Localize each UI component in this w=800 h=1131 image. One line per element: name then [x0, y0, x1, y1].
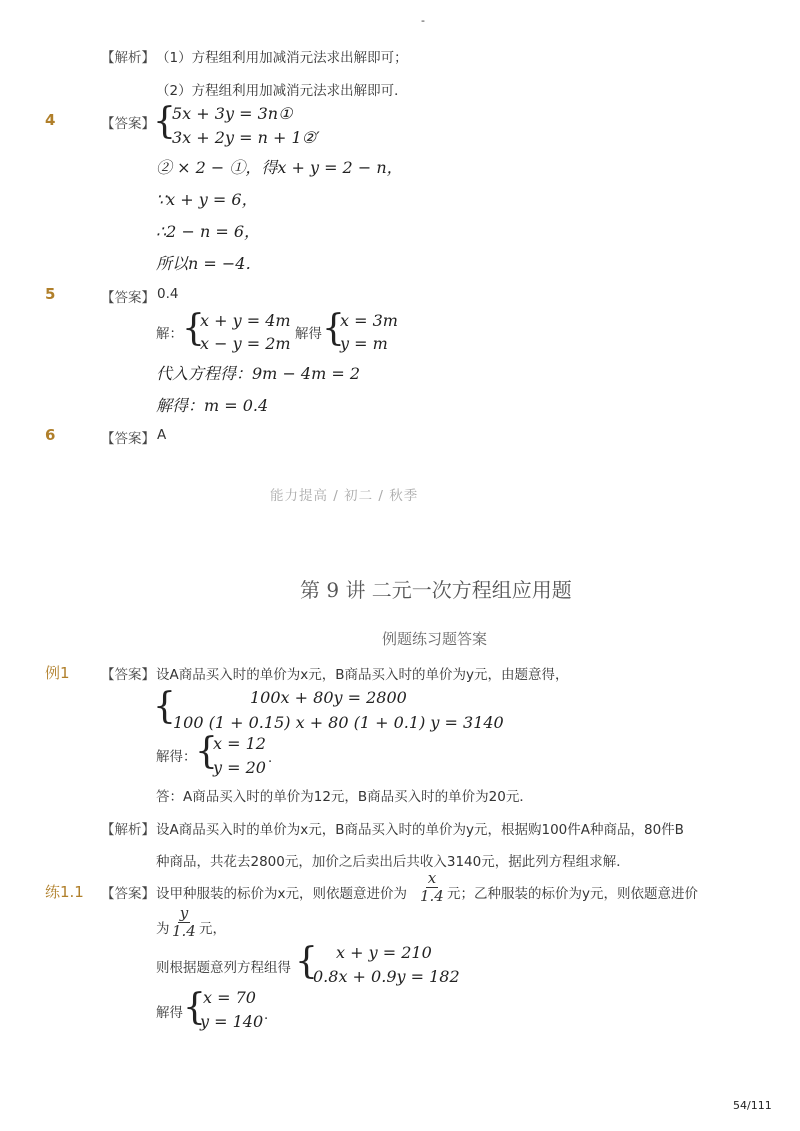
example-number-1: 例1: [45, 664, 70, 682]
analysis-line-1: （1）方程组利用加减消元法求出解即可；: [156, 50, 408, 66]
analysis-label-ex1: 【解析】: [101, 822, 155, 838]
p11-line-2b: 元，: [199, 921, 226, 937]
ex1-period: ．: [268, 750, 282, 766]
p11-fraction-1: $\frac{x}{1.4}$: [420, 869, 444, 905]
q4-equation-2: 3x + 2y = n + 1②′: [172, 128, 320, 147]
q5-system2-eq1: x = 3m: [340, 311, 398, 330]
system-brace: {: [153, 686, 176, 727]
p11-equation-2: 0.8x + 0.9y = 182: [313, 967, 460, 986]
q4-step-3: ∴2 − n = 6，: [156, 222, 261, 241]
p11-fraction-2: $\frac{y}{1.4}$: [172, 904, 196, 940]
ex1-equation-1: 100x + 80y = 2800: [250, 688, 407, 707]
answer-label-6: 【答案】: [101, 431, 155, 447]
p11-equation-1: x + y = 210: [336, 943, 432, 962]
ex1-solution-1: x = 12: [213, 734, 266, 753]
running-footer: 能力提高 / 初二 / 秋季: [270, 488, 419, 504]
analysis-label: 【解析】: [101, 50, 155, 66]
ex1-equation-2: 100 (1 + 0.15) x + 80 (1 + 0.1) y = 3140: [173, 713, 504, 732]
p11-solved-label: 解得: [156, 1005, 183, 1021]
system-brace: {: [183, 987, 206, 1028]
q4-step-1: ② × 2 − ①，得x + y = 2 − n，: [156, 158, 403, 177]
question-number-4: 4: [45, 111, 56, 129]
analysis-line-2: （2）方程组利用加减消元法求出解即可．: [156, 83, 408, 99]
q5-answer: 0.4: [157, 286, 179, 302]
q5-line-3: 解得：m = 0.4: [156, 396, 269, 415]
p11-line-3: 则根据题意列方程组得: [156, 960, 291, 976]
q5-system2-eq2: y = m: [340, 334, 388, 353]
system-brace: {: [195, 731, 218, 772]
q4-step-4: 所以n = −4．: [156, 254, 262, 273]
section-subtitle: 例题练习题答案: [382, 630, 488, 648]
chapter-title: 第 9 讲 二元一次方程组应用题: [300, 578, 572, 602]
q5-system1-eq2: x − y = 2m: [200, 334, 291, 353]
p11-period: ．: [264, 1007, 278, 1023]
system-brace: {: [182, 308, 205, 349]
ex1-intro: 设A商品买入时的单价为x元，B商品买入时的单价为y元，由题意得，: [156, 667, 569, 683]
system-brace: {: [322, 308, 345, 349]
p11-line-1b: 元；乙种服装的标价为y元，则依题意进价: [447, 886, 698, 902]
ex1-analysis-line-1: 设A商品买入时的单价为x元，B商品买入时的单价为y元，根据购100件A种商品，80件B: [156, 822, 684, 838]
system-brace: {: [153, 101, 176, 142]
answer-label-4: 【答案】: [101, 116, 155, 132]
q4-step-2: ∵x + y = 6，: [156, 190, 258, 209]
ex1-solved-label: 解得：: [156, 749, 197, 765]
answer-label-ex1: 【答案】: [101, 667, 155, 683]
p11-solution-2: y = 140: [200, 1012, 264, 1031]
question-number-6: 6: [45, 426, 56, 444]
q5-solved-label: 解得: [295, 326, 322, 342]
ex1-analysis-line-2: 种商品，共花去2800元，加价之后卖出后共收入3140元，据此列方程组求解．: [156, 854, 630, 870]
ex1-solution-2: y = 20: [213, 758, 266, 777]
p11-solution-1: x = 70: [203, 988, 256, 1007]
top-mark: -: [421, 14, 425, 27]
answer-label-5: 【答案】: [101, 290, 155, 306]
system-brace: {: [295, 941, 318, 982]
q5-solve-label: 解：: [156, 326, 183, 342]
q4-equation-1: 5x + 3y = 3n①: [172, 104, 293, 123]
q5-line-2: 代入方程得：9m − 4m = 2: [156, 364, 361, 383]
ex1-answer-sentence: 答：A商品买入时的单价为12元，B商品买入时的单价为20元．: [156, 789, 533, 805]
page-number: 54/111: [733, 1099, 772, 1112]
q6-answer: A: [157, 427, 167, 443]
q5-system1-eq1: x + y = 4m: [200, 311, 291, 330]
p11-line-2a: 为: [156, 921, 170, 937]
practice-number-1-1: 练1.1: [45, 883, 84, 901]
answer-label-p11: 【答案】: [101, 886, 155, 902]
p11-line-1a: 设甲种服装的标价为x元，则依题意进价为: [156, 886, 407, 902]
question-number-5: 5: [45, 285, 56, 303]
